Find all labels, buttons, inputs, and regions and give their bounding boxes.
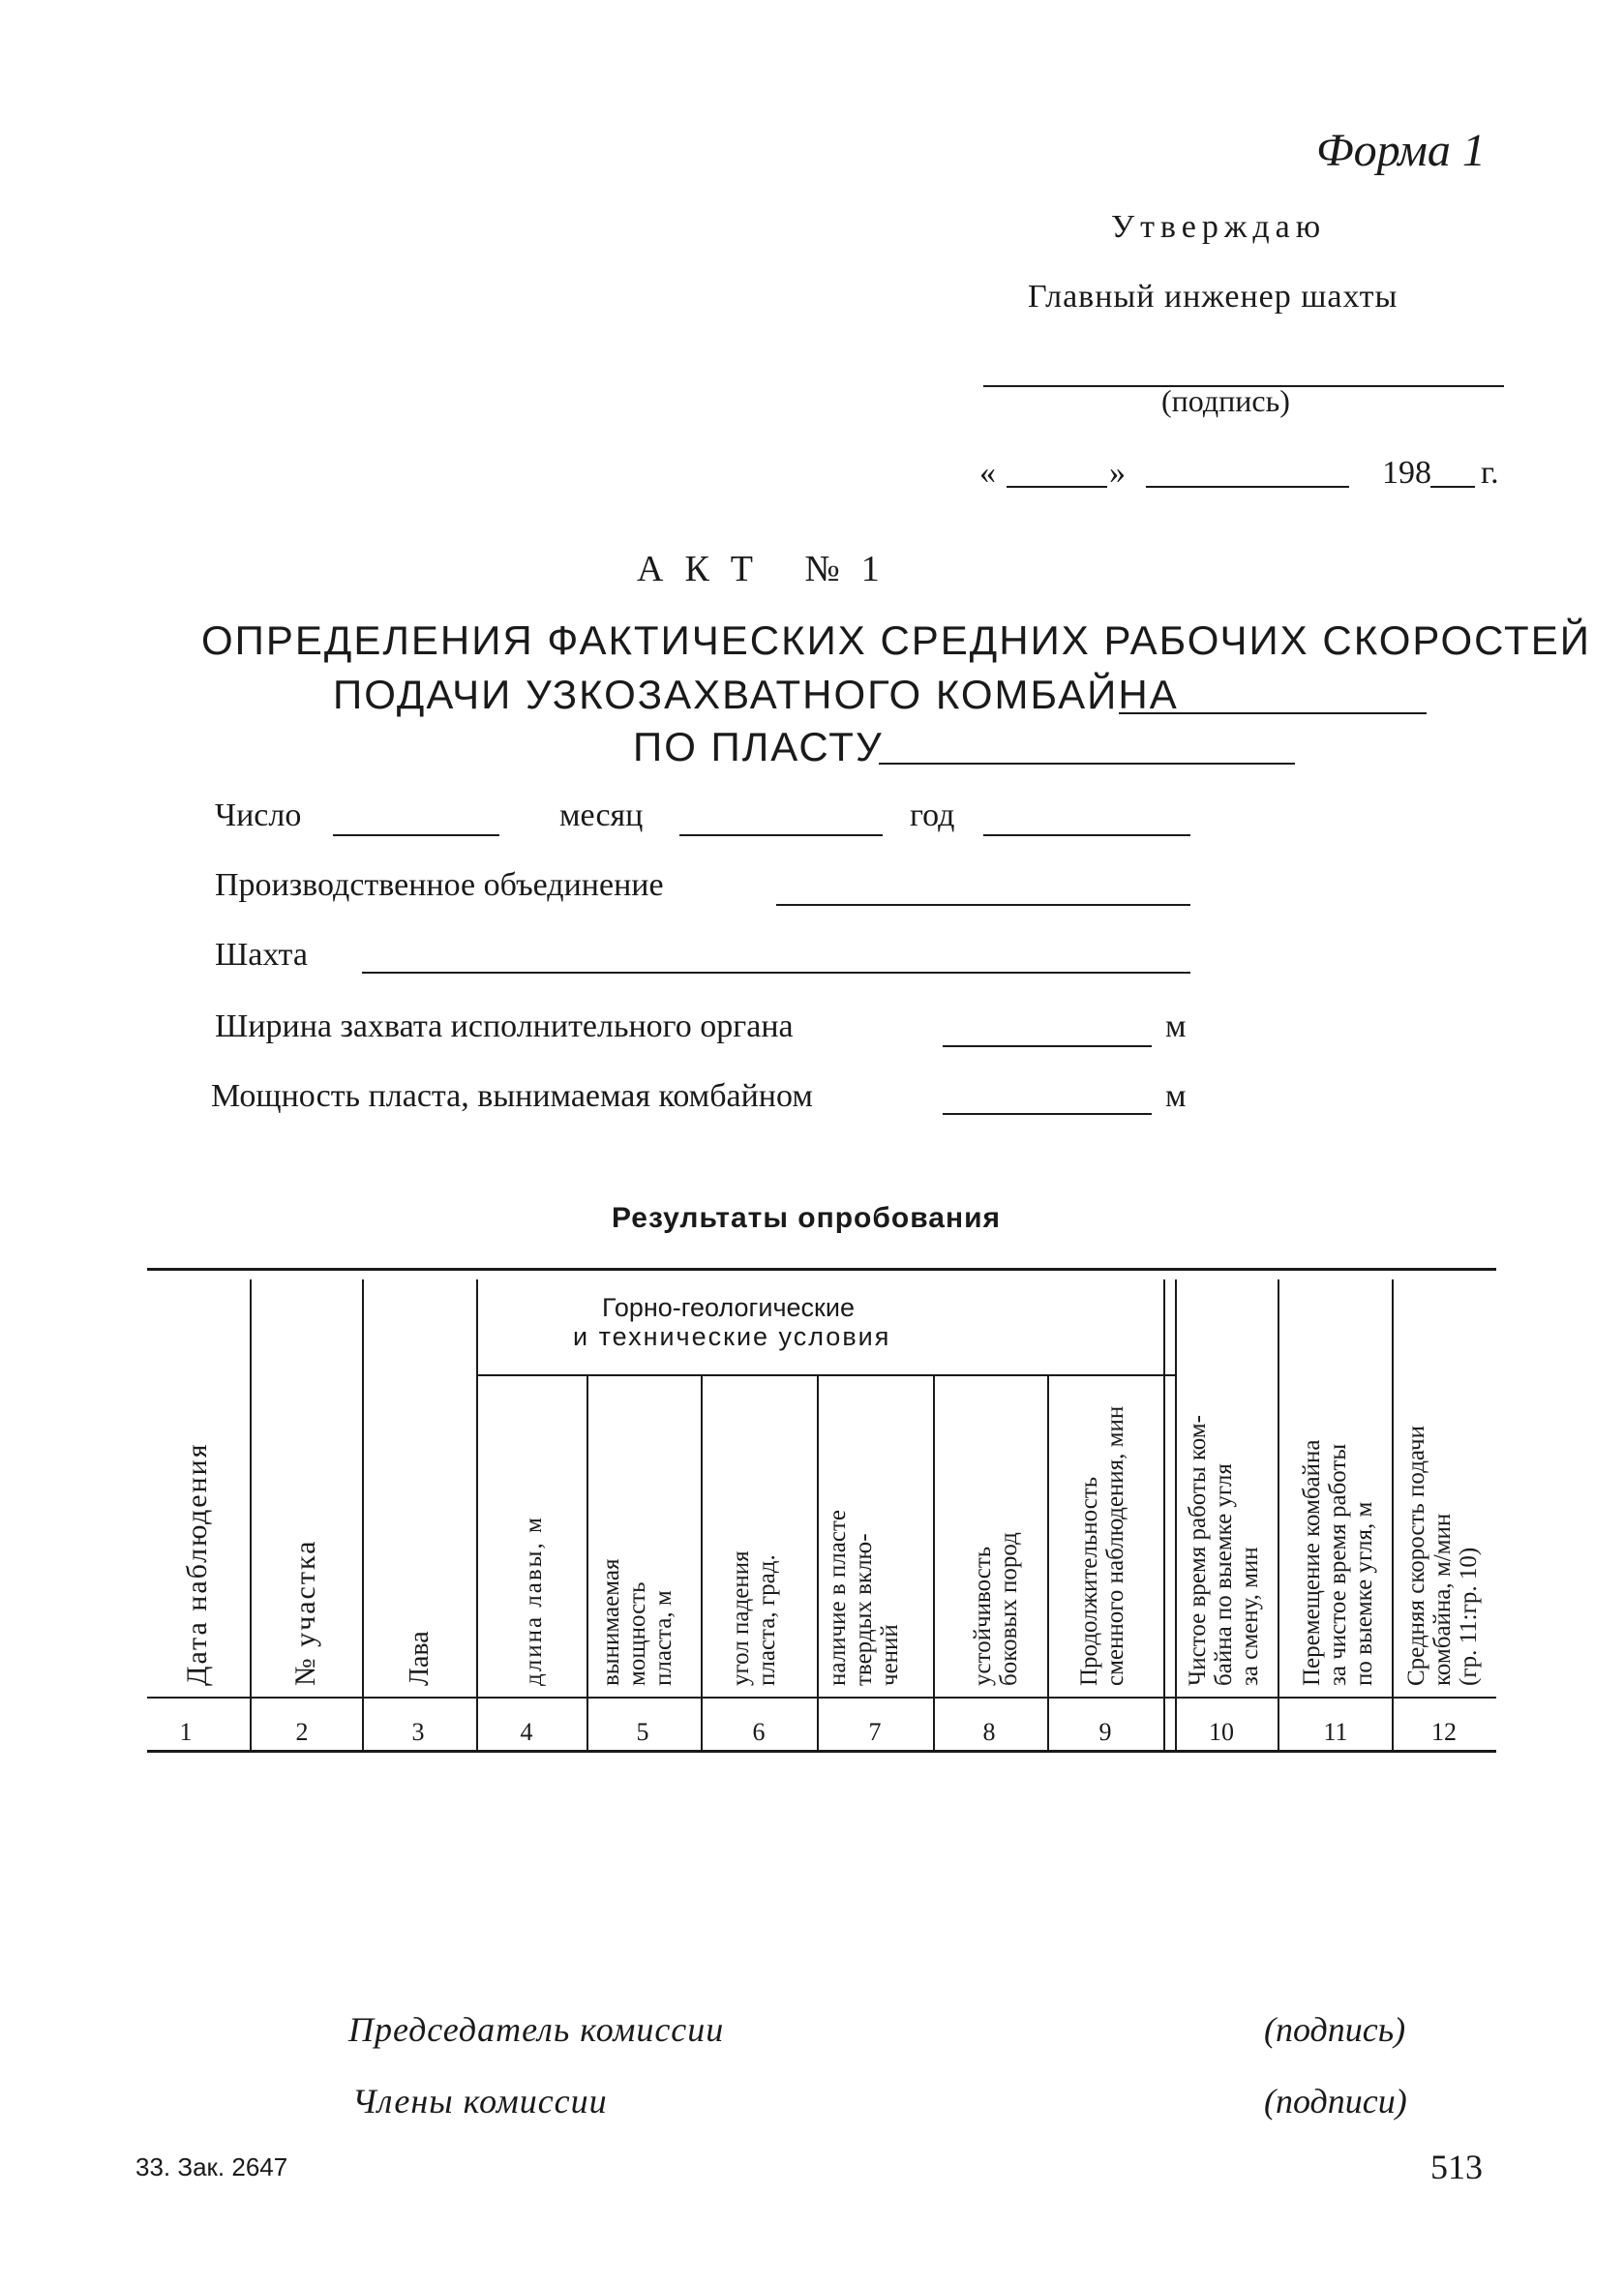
page-number: 513 bbox=[1430, 2148, 1483, 2186]
col-divider bbox=[476, 1279, 478, 1750]
col-number: 11 bbox=[1323, 1718, 1348, 1746]
table-top-border bbox=[147, 1268, 1496, 1271]
col-number: 10 bbox=[1209, 1718, 1234, 1746]
act-title-line2: ПОДАЧИ УЗКОЗАХВАТНОГО КОМБАЙНА bbox=[333, 672, 1179, 717]
date-year-line bbox=[1430, 486, 1475, 488]
col-divider bbox=[1175, 1279, 1177, 1750]
col-number: 8 bbox=[982, 1718, 996, 1746]
col-divider bbox=[1392, 1279, 1394, 1750]
date-open-quote: « bbox=[979, 455, 996, 491]
col-divider bbox=[586, 1374, 588, 1750]
col-divider bbox=[250, 1279, 252, 1750]
field-width-unit: м bbox=[1165, 1008, 1187, 1044]
results-table bbox=[147, 1268, 1496, 1752]
act-header: АКТ №1 bbox=[637, 549, 901, 589]
col-header-thickness: вынимаемая мощность пласта, м bbox=[598, 1558, 677, 1686]
col-divider bbox=[701, 1374, 703, 1750]
date-month-line bbox=[1146, 486, 1349, 488]
col-number: 2 bbox=[295, 1718, 309, 1746]
col-number: 1 bbox=[179, 1718, 193, 1746]
col-header-movement: Перемещение комбайна за чистое время работы по выемке угля, м bbox=[1299, 1439, 1377, 1686]
col-number: 6 bbox=[752, 1718, 766, 1746]
col-header-net-time: Чистое время работы ком- байна по выемке угля за смену, мин bbox=[1185, 1415, 1263, 1686]
field-width-line[interactable] bbox=[943, 1045, 1152, 1047]
col-number: 7 bbox=[868, 1718, 882, 1746]
col-header-duration: Продолжительность сменного наблюдения, мин bbox=[1076, 1405, 1128, 1686]
col-header-section: № участка bbox=[289, 1539, 321, 1686]
field-month-label: месяц bbox=[559, 797, 644, 833]
date-close-quote: » bbox=[1109, 455, 1126, 491]
table-bottom-border bbox=[147, 1750, 1496, 1753]
col-number: 3 bbox=[411, 1718, 425, 1746]
commission-members: Члены комиссии bbox=[352, 2082, 608, 2121]
col-header-inclusions: наличие в пласте твердых вклю- чений bbox=[825, 1510, 903, 1686]
commission-chair-sign: (подпись) bbox=[1264, 2010, 1406, 2049]
col-header-speed: Средняя скорость подачи комбайна, м/мин (гр. 11:гр. 10) bbox=[1403, 1426, 1482, 1686]
field-month-line[interactable] bbox=[679, 834, 883, 836]
field-thickness-label: Мощность пласта, вынимаемая комбайном bbox=[211, 1078, 813, 1114]
table-number-row-border bbox=[147, 1697, 1496, 1699]
col-divider bbox=[817, 1374, 819, 1750]
combine-line bbox=[1119, 712, 1427, 714]
date-day-line bbox=[1007, 486, 1107, 488]
group-header-divider bbox=[476, 1374, 1175, 1376]
col-header-length: длина лавы, м bbox=[521, 1516, 547, 1686]
field-mine-label: Шахта bbox=[215, 937, 308, 973]
act-title-line1: ОПРЕДЕЛЕНИЯ ФАКТИЧЕСКИХ СРЕДНИХ РАБОЧИХ СКОРОСТЕЙ bbox=[201, 617, 1591, 663]
form-label: Форма 1 bbox=[1316, 125, 1486, 176]
seam-line bbox=[879, 763, 1295, 765]
commission-members-sign: (подписи) bbox=[1264, 2082, 1407, 2121]
col-divider bbox=[933, 1374, 935, 1750]
field-thickness-unit: м bbox=[1165, 1078, 1187, 1114]
col-divider bbox=[362, 1279, 364, 1750]
col-divider bbox=[1278, 1279, 1279, 1750]
footer-order: 33. Зак. 2647 bbox=[135, 2152, 288, 2181]
col-header-date: Дата наблюдения bbox=[181, 1442, 213, 1686]
field-thickness-line[interactable] bbox=[943, 1113, 1152, 1115]
field-association-label: Производственное объединение bbox=[215, 867, 664, 903]
col-header-stability: устойчивость боковых пород bbox=[970, 1532, 1022, 1686]
commission-chair: Председатель комиссии bbox=[348, 2010, 725, 2049]
date-year-suffix: г. bbox=[1481, 455, 1499, 491]
col-number: 12 bbox=[1431, 1718, 1457, 1746]
signature-caption: (подпись) bbox=[1161, 383, 1290, 418]
act-title-line3: ПО ПЛАСТУ bbox=[633, 724, 884, 769]
field-year-line[interactable] bbox=[983, 834, 1190, 836]
col-number: 4 bbox=[520, 1718, 533, 1746]
field-day-line[interactable] bbox=[333, 834, 499, 836]
group-header-line1: Горно-геологические bbox=[602, 1293, 855, 1322]
col-divider bbox=[1163, 1279, 1165, 1750]
col-header-angle: угол падения пласта, град. bbox=[728, 1550, 780, 1686]
col-divider bbox=[1047, 1374, 1049, 1750]
date-year-prefix: 198 bbox=[1382, 455, 1431, 491]
col-number: 9 bbox=[1098, 1718, 1112, 1746]
table-title: Результаты опробования bbox=[612, 1202, 1002, 1234]
field-year-label: год bbox=[910, 797, 955, 833]
col-header-lava: Лава bbox=[405, 1631, 435, 1686]
field-width-label: Ширина захвата исполнительного органа bbox=[215, 1008, 794, 1044]
approval-approve: Утверждаю bbox=[1111, 209, 1327, 245]
group-header-line2: и технические условия bbox=[573, 1322, 891, 1351]
field-day-label: Число bbox=[215, 797, 302, 833]
field-mine-line[interactable] bbox=[362, 972, 1190, 974]
field-association-line[interactable] bbox=[776, 904, 1190, 906]
col-number: 5 bbox=[636, 1718, 649, 1746]
approval-position: Главный инженер шахты bbox=[1028, 279, 1398, 315]
